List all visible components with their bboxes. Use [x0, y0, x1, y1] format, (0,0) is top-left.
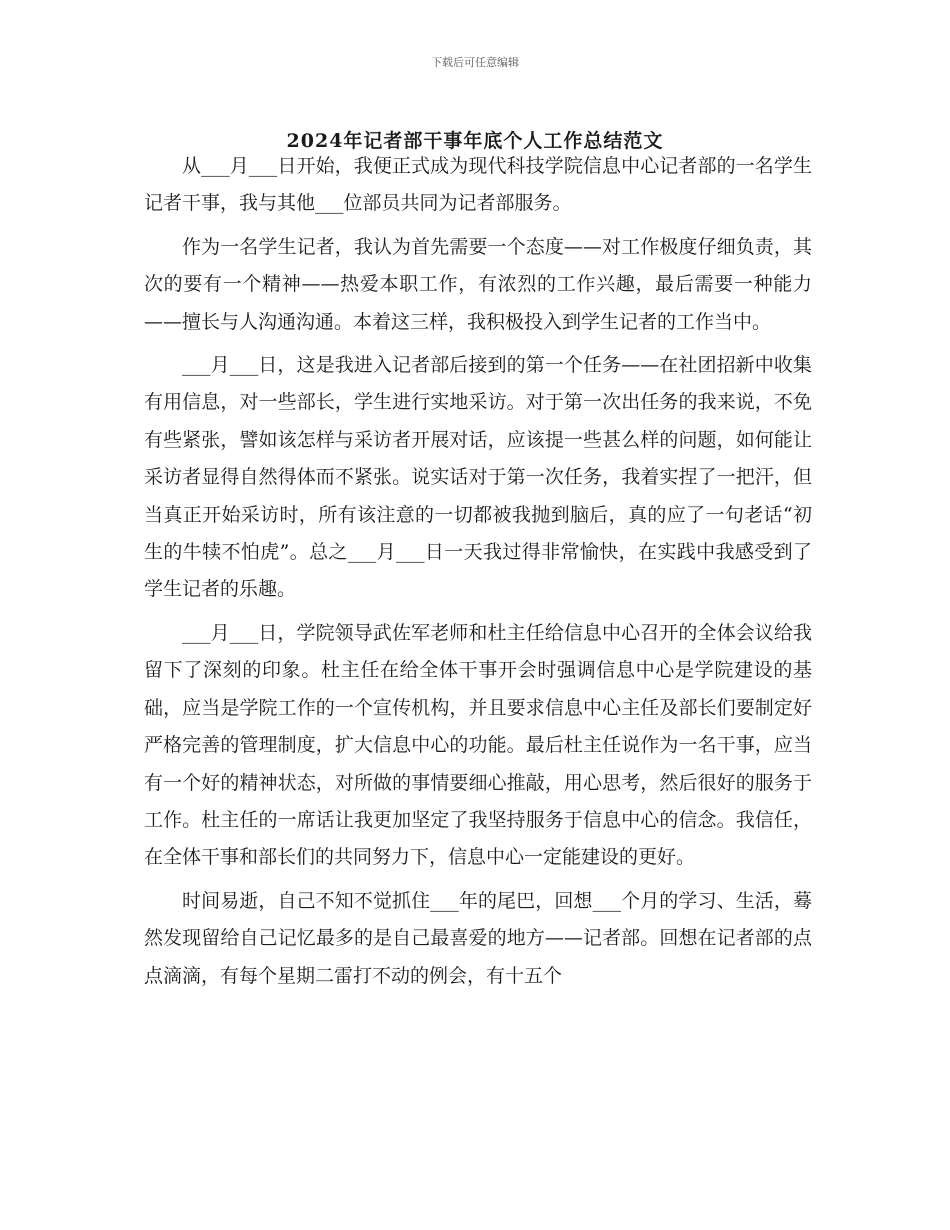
paragraph-4: ___月___日，学院领导武佐军老师和杜主任给信息中心召开的全体会议给我留下了深刻的印象。杜主任在给全体干事开会时强调信息中心是学院建设的基础，应当是学院工作的一个宣传机构，并且要求信息中心主任及部长们要制定好严格完善的管理制度，扩大信息中心的功能。最后杜主任说作为一名干事，应当有一个好的精神状态，对所做的事情要细心推敲，用心思考，然后很好的服务于工作。杜主任的一席话让我更加坚定了我坚持服务于信息中心的信念。我信任，在全体干事和部长们的共同努力下，信息中心一定能建设的更好。: [144, 621, 812, 869]
document-body: [144, 148, 812, 1001]
paragraph-1: 从___月___日开始，我便正式成为现代科技学院信息中心记者部的一名学生记者干事，我与其他___位部员共同为记者部服务。: [144, 155, 812, 215]
paragraph-3: ___月___日，这是我进入记者部后接到的第一个任务——在社团招新中收集有用信息，对一些部长，学生进行实地采访。对于第一次出任务的我来说，不免有些紧张，譬如该怎样与采访者开展对话，应该提一些甚么样的问题，如何能让采访者显得自然得体而不紧张。说实话对于第一次任务，我着实捏了一把汗，但当真正开始采访时，所有该注意的一切都被我抛到脑后，真的应了一句老话“初生的牛犊不怕虎”。总之___月___日一天我过得非常愉快，在实践中我感受到了学生记者的乐趣。: [144, 354, 812, 601]
header-note: 下载后可任意编辑: [431, 56, 519, 69]
paragraph-2: 作为一名学生记者，我认为首先需要一个态度——对工作极度仔细负责，其次的要有一个精神——热爱本职工作，有浓烈的工作兴趣，最后需要一种能力——擅长与人沟通沟通。本着这三样，我积极投入到学生记者的工作当中。: [144, 235, 812, 333]
paragraph-5: 时间易逝，自己不知不觉抓住___年的尾巴，回想___个月的学习、生活，蓦然发现留给自己记忆最多的是自己最喜爱的地方——记者部。回想在记者部的点点滴滴，有每个星期二雷打不动的例会，有十五个: [144, 889, 812, 987]
document-title: 2024年记者部干事年底个人工作总结范文: [286, 130, 664, 152]
